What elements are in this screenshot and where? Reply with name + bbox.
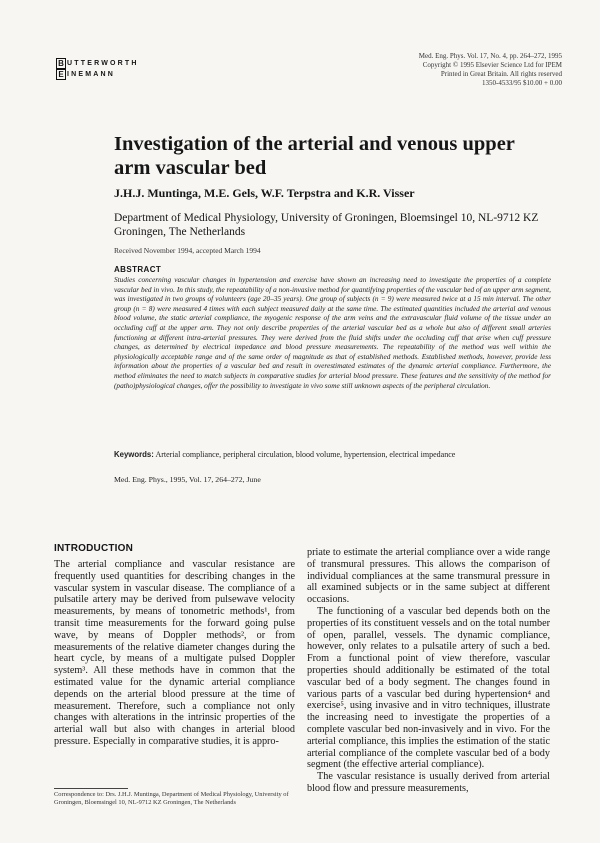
journal-info-line3: Printed in Great Britain. All rights reserved <box>440 70 562 78</box>
citation: Med. Eng. Phys., 1995, Vol. 17, 264–272, June <box>114 475 261 484</box>
paragraph: priate to estimate the arterial compliance over a wide range of transmural pressures. This allows the comparison of individual compliances at the same transmural pressure in all examined subjects or in the same subject at different occasions. <box>307 547 550 606</box>
paragraph: The arterial compliance and vascular resistance are frequently used quantities for describing changes in the vascular system in vascular disease. The compliance of a pulsatile artery may be derived from pulsewave velocity measurements, by means of tonometric methods¹, from transit time measurements for the forward going pulse wave, by means of Doppler methods², or from measurements of the relative diameter changes during the heart cycle, by means of a multigate pulsed Doppler system³. All these methods have in common that the estimated value for the dynamic arterial compliance depends on the arterial blood pressure at the time of measurement. Therefore, such a compliance not only changes with alterations in the intrinsic properties of the arterial wall but also with changes in arterial blood pressure. Especially in comparative studies, it is appro- <box>54 559 295 747</box>
paper-title: Investigation of the arterial and venous upper arm vascular bed <box>114 133 515 179</box>
publisher-logo <box>56 58 142 80</box>
keywords-text: Arterial compliance, peripheral circulation, blood volume, hypertension, electrical impedance <box>155 450 456 459</box>
abstract-heading: ABSTRACT <box>114 265 162 274</box>
footnote-rule <box>54 788 128 789</box>
journal-info-line2: Copyright © 1995 Elsevier Science Ltd for IPEM <box>422 61 562 69</box>
section-heading-introduction: INTRODUCTION <box>54 543 134 554</box>
logo-word-bottom: INEMANN <box>67 71 116 78</box>
author-list: J.H.J. Muntinga, M.E. Gels, W.F. Terpstra and K.R. Visser <box>114 186 415 200</box>
journal-info-line1: Med. Eng. Phys. Vol. 17, No. 4, pp. 264–272, 1995 <box>418 52 562 60</box>
logo-word-top: UTTERWORTH <box>67 60 139 67</box>
paragraph: The functioning of a vascular bed depends both on the properties of its constituent vessels and on the total number of open, parallel, vessels. The dynamic compliance, however, only relates to a pulsatile artery of such a bed. From a functional point of view therefore, vascular properties should additionally be estimated of the total vascular bed of a body segment. The changes found in various parts of a vascular bed during hypertension⁴ and exercise⁵, using invasive and in vitro techniques, illustrate the increasing need to investigate the properties of a complete vascular bed non-invasively and in vivo. For the arterial compliance, this implies the estimation of the static arterial compliance of the complete vascular bed of a body segment (the effective arterial compliance). <box>307 605 550 771</box>
body-column-left <box>54 559 295 748</box>
abstract-text: Studies concerning vascular changes in hypertension and exercise have shown an increasing need to investigate the properties of a complete vascular bed in vivo. In this study, the repeatability of a non-invasive method for quantifying properties of the vascular bed of an upper arm segment, was investigated in two groups of volunteers (age 20–35 years). One group of subjects (n = 9) were measured twice at a 15 min interval. The other group (n = 8) were measured 4 times with each subject measured daily at the same time. The estimated quantities included the arterial and venous blood volume, the static arterial compliance, the myogenic response of the arm veins and the extravascular fluid volume of the tissue under an occluding cuff at the upper arm. They not only describe properties of the arterial vascular bed as a whole but also of different small arteries functioning at different intra-arterial pressures. They were derived from the fluid shifts under the occluding cuff that arise when cuff pressure changes, as determined by electrical impedance and blood pressure measurements. The repeatability of the method was well within the physiologically acceptable range and of the same order of magnitude as that of established methods. Established methods, however, provide less information about the properties of a vascular bed and result in overestimated estimates of the dynamic arterial compliance. Furthermore, the method eliminates the need to match subjects in comparative studies for arterial blood pressure. These features and the sensitivity of the method for (patho)physiological changes, offer the possibility to investigate in vivo some still unknown aspects of the peripheral circulation. <box>114 275 551 390</box>
paragraph: The vascular resistance is usually derived from arterial blood flow and pressure measurements, <box>307 771 550 794</box>
logo-letter-h: E <box>56 69 66 80</box>
logo-letter-b: B <box>56 58 66 69</box>
correspondence-footnote: Correspondence to: Drs. J.H.J. Muntinga, Department of Medical Physiology, University of Groningen, Bloemsingel 10, NL-9712 KZ Groningen, The Netherlands <box>54 791 289 806</box>
keywords-label: Keywords: <box>114 450 154 459</box>
journal-info-line4: 1350-4533/95 $10.00 + 0.00 <box>482 79 562 87</box>
keywords <box>114 450 551 461</box>
received-date: Received November 1994, accepted March 1994 <box>114 246 261 255</box>
affiliation: Department of Medical Physiology, University of Groningen, Bloemsingel 10, NL-9712 KZ Groningen, The Netherlands <box>114 212 539 238</box>
journal-info <box>372 52 562 88</box>
body-column-right <box>307 547 550 795</box>
